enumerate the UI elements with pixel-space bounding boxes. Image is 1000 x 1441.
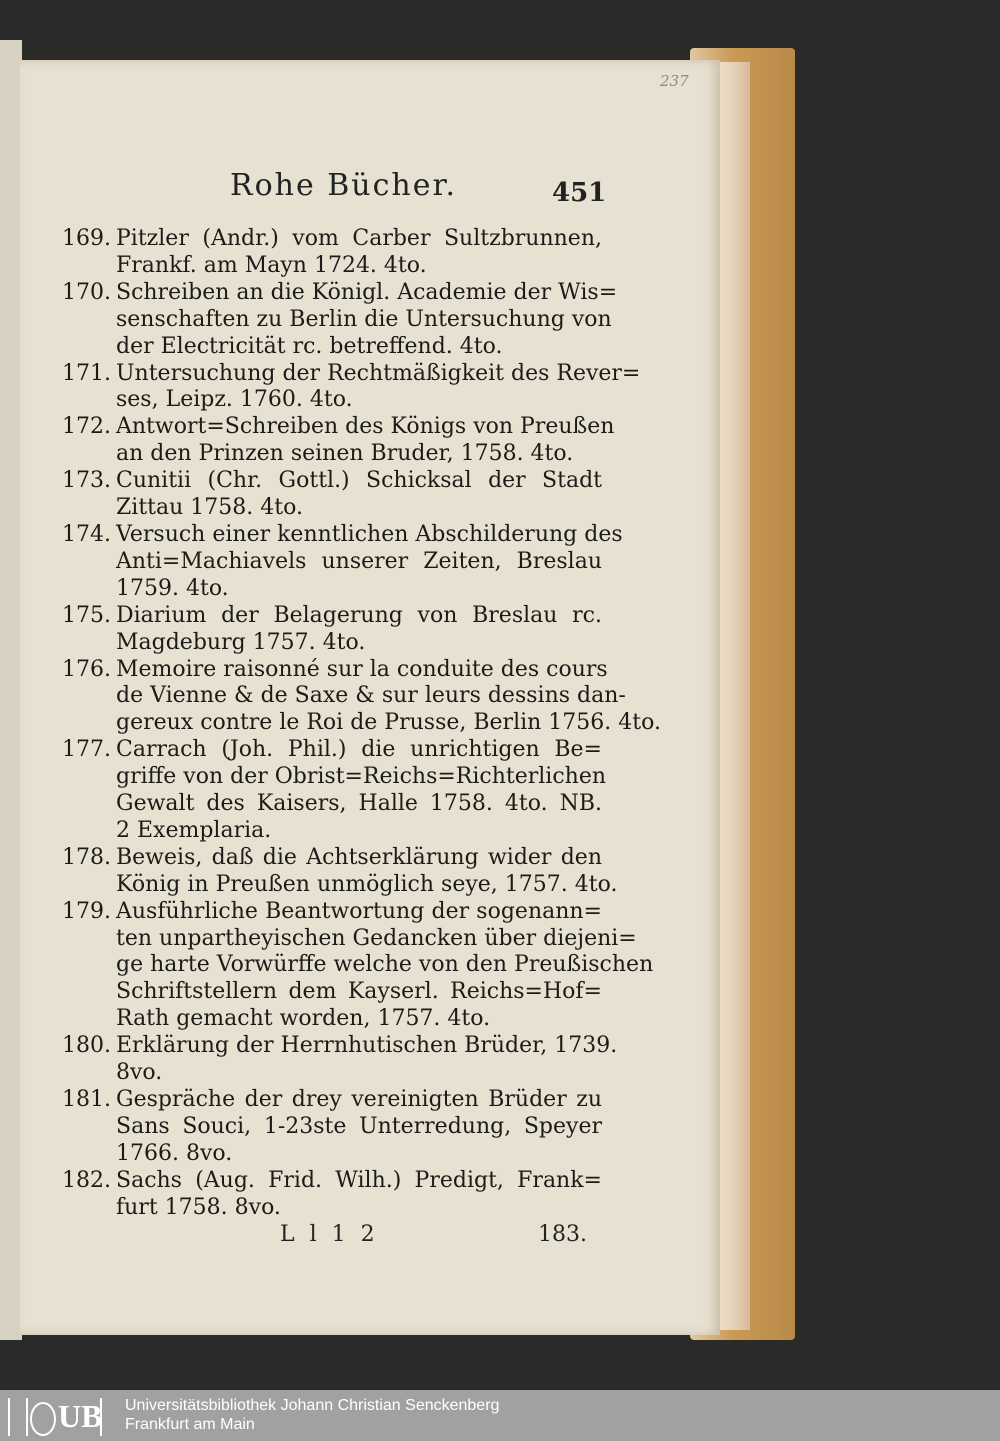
entry-number: 172. [62,414,111,440]
entry-line: Zittau 1758. 4to. [116,495,303,521]
entry-line: 1759. 4to. [116,575,229,601]
portrait-icon [30,1402,56,1436]
list-item [62,1168,602,1222]
entry-line: Erklärung der Herrnhutischen Brüder, 1739. [116,1033,618,1059]
entry-number: 173. [62,468,111,494]
list-item [62,656,661,738]
entry-line: 1766. 8vo. [116,1140,233,1166]
entry-number: 177. [62,737,111,763]
entry-number: 178. [62,844,111,870]
list-item [62,737,607,845]
institution-city: Frankfurt am Main [125,1416,255,1433]
pencil-note: 237 [660,72,689,90]
entry-line: Ausführliche Beantwortung der sogenann= [116,898,602,924]
entry-line: ge harte Vorwürffe welche von den Preußischen [116,952,654,978]
list-item [62,226,602,280]
entry-line: ses, Leipz. 1760. 4to. [116,387,353,413]
entry-line: de Vienne & de Saxe & sur leurs dessins dan- [116,683,626,709]
list-item [62,521,623,603]
entry-number: 179. [62,898,111,924]
entry-line: Cunitii (Chr. Gottl.) Schicksal der Stadt [116,468,602,494]
entry-number: 175. [62,602,111,628]
entry-line: 2 Exemplaria. [116,817,272,843]
list-item [62,279,618,361]
entry-number: 181. [62,1087,111,1112]
list-item [62,414,615,468]
entry-line: Rath gemacht worden, 1757. 4to. [116,1006,491,1032]
entry-number: 180. [62,1033,111,1059]
entry-line: senschaften zu Berlin die Untersuchung von [116,306,612,332]
list-item [62,898,654,1034]
entry-number: 182. [62,1167,111,1193]
list-item [62,1033,618,1087]
entry-line: Magdeburg 1757. 4to. [116,629,366,655]
list-item [62,468,602,522]
entry-line: Untersuchung der Rechtmäßigkeit des Rever= [116,360,641,386]
entry-line: furt 1758. 8vo. [116,1194,281,1220]
entry-line: Gewalt des Kaisers, Halle 1758. 4to. NB. [116,791,602,817]
entry-number: 170. [62,279,111,305]
entry-number: 176. [62,656,111,682]
entry-line: König in Preußen unmöglich seye, 1757. 4to. [116,871,618,897]
entry-line: Schreiben an die Königl. Academie der Wis= [116,279,618,305]
entry-line: Antwort=Schreiben des Königs von Preußen [116,414,615,440]
entry-line: Anti=Machiavels unserer Zeiten, Breslau [116,548,602,574]
entry-line: Versuch einer kenntlichen Abschilderung des [116,521,623,547]
entry-line: der Electricität rc. betreffend. 4to. [116,333,503,359]
page-number: 451 [552,178,607,208]
column-icon [8,1398,28,1436]
list-item [62,844,618,899]
entry-line: an den Prinzen seinen Bruder, 1758. 4to. [116,441,574,467]
entry-line: griffe von der Obrist=Reichs=Richterlichen [116,764,607,790]
ub-logo [4,1398,102,1436]
entry-number: 174. [62,521,111,547]
entry-line: Gespräche der drey vereinigten Brüder zu [116,1087,602,1112]
institution-name: Universitätsbibliothek Johann Christian Senckenberg [125,1397,500,1414]
entry-line: gereux contre le Roi de Prusse, Berlin 1756. 4to. [116,710,661,736]
entry-line: Frankf. am Mayn 1724. 4to. [116,252,427,278]
entry-number: 171. [62,360,111,386]
list-item [62,1087,602,1168]
entry-line: 8vo. [116,1060,163,1086]
entry-line: Memoire raisonné sur la conduite des cours [116,656,608,682]
signature-mark: L l 1 2 [280,1222,379,1247]
entry-line: Carrach (Joh. Phil.) die unrichtigen Be= [116,737,602,763]
entry-line: ten unpartheyischen Gedancken über diejeni= [116,925,637,951]
entry-line: Schriftstellern dem Kayserl. Reichs=Hof= [116,979,602,1005]
entry-line: Sachs (Aug. Frid. Wilh.) Predigt, Frank= [116,1167,602,1193]
entry-number: 169. [62,226,111,251]
entry-list [62,226,661,1222]
adjacent-page-edge [0,40,22,1340]
entry-line: Diarium der Belagerung von Breslau rc. [116,602,602,628]
entry-line: Beweis, daß die Achtserklärung wider den [116,844,602,870]
logo-text: UB [58,1398,103,1434]
entry-line: Sans Souci, 1-23ste Unterredung, Speyer [116,1113,602,1139]
catchword: 183. [538,1222,587,1247]
list-item [62,603,602,657]
entry-line: Pitzler (Andr.) vom Carber Sultzbrunnen, [116,226,602,251]
list-item [62,360,641,415]
institution-banner [0,1390,1000,1441]
running-head: Rohe Bücher. [230,168,458,203]
